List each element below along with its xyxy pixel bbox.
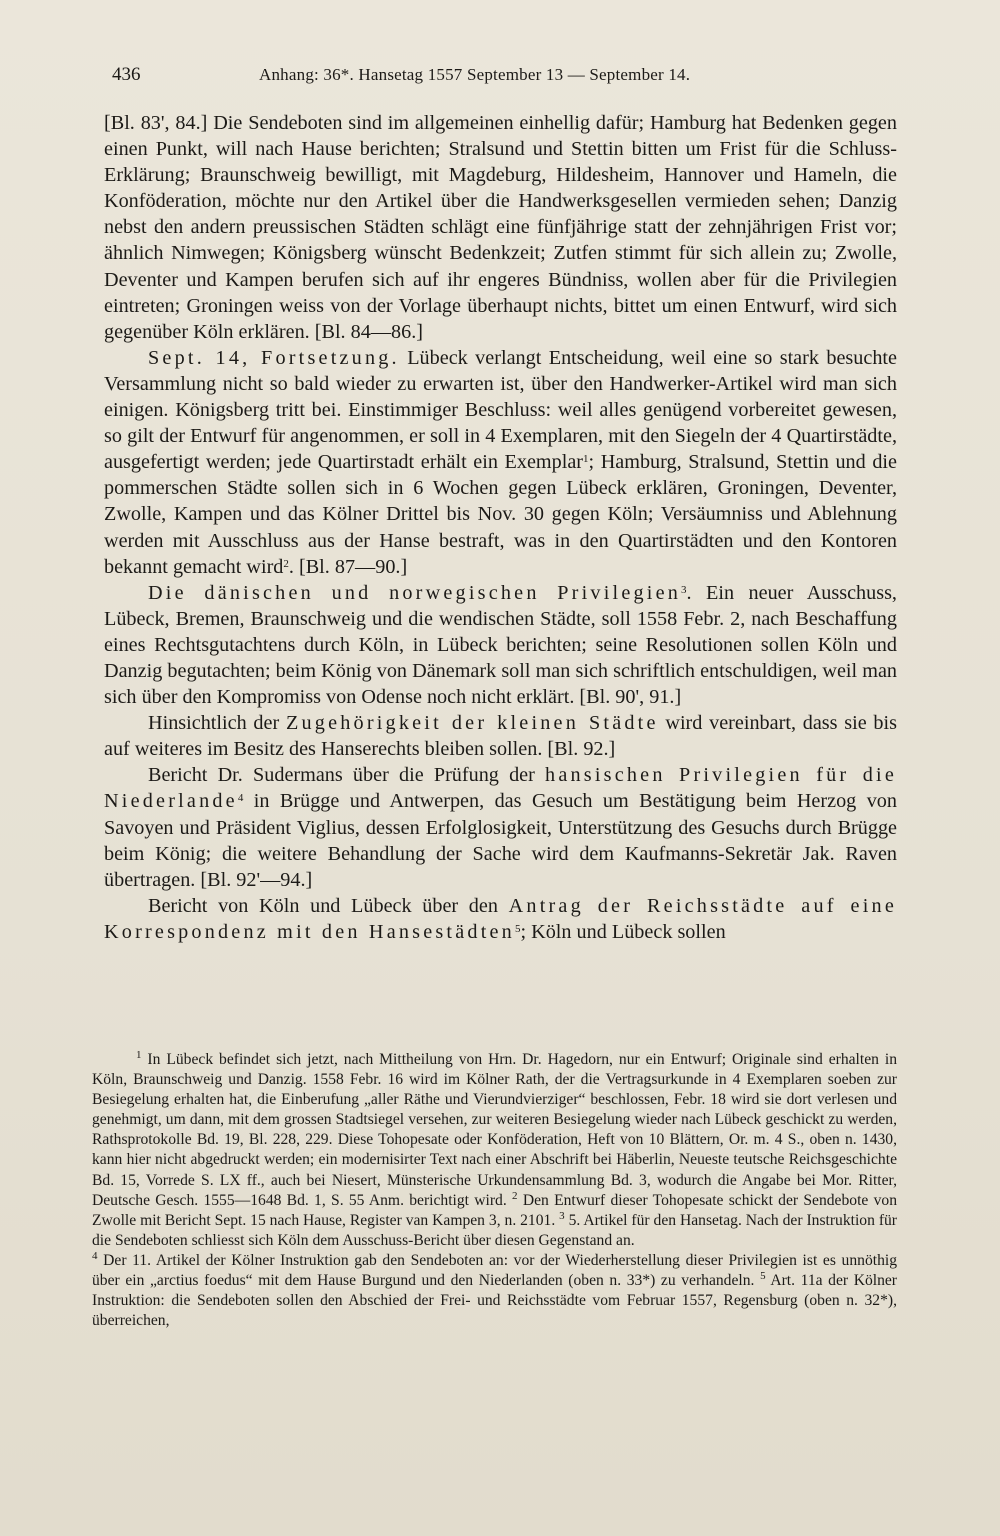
footnote-text: In Lübeck befindet sich jetzt, nach Mittheilung von Hrn. Dr. Hagedorn, nur ein Entwurf; Originale sind erhalten in Köln, Braunschweig und Danzig. 1558 Febr. 16 wird im Kölner Rath, der die Vertragsurkunde in 4 Exemplaren soeben zur Besiegelung erhalten hat, die Einberufung „aller Räthe und Vierundvierziger“ beschlossen, Febr. 18 wird sie dort verlesen und genehmigt, um dann, mit dem grossen Stadtsiegel versehen, zur weiteren Besiegelung wieder nach Lübeck geschickt zu werden, Rathsprotokolle Bd. 19, Bl. 228, 229. Diese Tohopesate oder Konföderation, Heft von 10 Blättern, Or. m. 4 S., oben n. 1430, kann hier nicht abgedruckt werden; ein modernisirter Text nach einer Abschrift bei Häberlin, Neueste teutsche Reichsgeschichte Bd. 15, Vorrede S. LX ff., auch bei Niesert, Münsterische Urkundensammlung Bd. 3, wodurch die Angabe bei Mor. Ritter, Deutsche Gesch. 1555—1648 Bd. 1, S. 55 Anm. berichtigt wird.: [92, 1051, 897, 1209]
paragraph-text: . Ein neuer Ausschuss, Lübeck, Bremen, Braunschweig und die wendischen Städte, soll 1558 Febr. 2, nach Beschaffung eines Rechtsgutachtens durch Köln, in Lübeck berichten; seine Resolutionen sollen Köln und Danzig begutachten; beim König von Dänemark soll man sich schriftlich entschuldigen, weil man sich über den Kompromiss von Odense noch nicht erklärt. [Bl. 90', 91.]: [104, 581, 897, 709]
paragraph-text: wird vereinbart, dass sie bis auf weiteres im Besitz des Hanserechts bleiben sollen. [Bl. 92.]: [104, 712, 897, 761]
paragraph-text: Hinsichtlich der: [148, 712, 286, 735]
paragraph: [104, 345, 897, 580]
paragraph-text: Bericht von Köln und Lübeck über den: [148, 894, 509, 917]
footnote-text: 5. Artikel für den Hansetag. Nach der Instruktion für die Sendeboten schliesst sich Köln dem Ausschuss-Bericht über diesen Gegenstand an.: [92, 1211, 897, 1249]
footnote-mark: 4: [92, 1249, 98, 1262]
spaced-heading: Sept. 14, Fortsetzung.: [148, 346, 400, 369]
paragraph: [104, 762, 897, 892]
paragraph-text: . [Bl. 87—90.]: [288, 555, 408, 578]
footnote-ref: 1: [583, 453, 589, 466]
footnote-mark: 5: [760, 1270, 766, 1283]
paragraph-text: Lübeck verlangt Entscheidung, weil eine so stark besuchte Versammlung nicht so bald wieder zu erwarten ist, über den Handwerker-Artikel wird man sich einigen. Königsberg tritt bei. Einstimmiger Beschluss: weil alles genügend vorbereitet gewesen, so gilt der Entwurf für angenommen, er soll in 4 Exemplaren, mit den Siegeln der 4 Quartirstädte, ausgefertigt werden; jede Quartirstadt erhält ein Exemplar: [104, 346, 898, 474]
spaced-heading: Antrag der Reichsstädte auf eine Korrespondenz mit den Hansestädten: [104, 894, 897, 943]
paragraph: [104, 580, 897, 710]
paragraph: [104, 110, 897, 345]
paragraph-text: ; Köln und Lübeck sollen: [520, 920, 726, 943]
spaced-heading: Die dänischen und norwegischen Privilegien: [148, 581, 682, 604]
paragraph-text: Bericht Dr. Sudermans über die Prüfung der: [148, 764, 546, 787]
footnote-text: Art. 11a der Kölner Instruktion: die Sendeboten sollen den Abschied der Frei- und Reichsstädte vom Februar 1557, Regensburg (oben n. 32*), überreichen,: [92, 1272, 897, 1330]
running-head: Anhang: 36*. Hansetag 1557 September 13 — September 14.: [259, 65, 691, 84]
footnote-ref: 4: [237, 792, 244, 805]
footnote-mark: 1: [136, 1049, 142, 1061]
footnote-text: Den Entwurf dieser Tohopesate schickt der Sendebote von Zwolle mit Bericht Sept. 15 nach Hause, Register van Kampen 3, n. 2101.: [92, 1191, 897, 1229]
main-text: [104, 110, 897, 945]
paragraph-text: in Brügge und Antwerpen, das Gesuch um Bestätigung beim Herzog von Savoyen und Präsident Viglius, dessen Erfolglosigkeit, Unterstützung des Gesuchs durch Brügge beim König; die weitere Behandlung der Sache wird dem Kaufmanns-Sekretär Jak. Raven übertragen. [Bl. 92'—94.]: [104, 790, 897, 891]
paragraph: [104, 893, 897, 945]
page-number: 436: [112, 64, 141, 85]
spaced-heading: hansischen Privilegien für die Niederlande: [104, 764, 897, 813]
paragraph: [104, 710, 897, 762]
footnote-ref: 3: [681, 583, 687, 596]
spaced-heading: Zugehörigkeit der kleinen Städte: [285, 712, 659, 735]
footnote-ref: 2: [283, 557, 289, 570]
footnote-mark: 2: [512, 1189, 518, 1202]
footnote: [92, 1050, 897, 1251]
paragraph-text: [Bl. 83', 84.] Die Sendeboten sind im allgemeinen einhellig dafür; Hamburg hat Bedenken gegen einen Punkt, will nach Hause berichten; Stralsund und Stettin bitten um Frist für die Schluss-Erklärung; Braunschweig bewilligt, mit Magdeburg, Hildesheim, Hannover und Hameln, die Konföderation, möchte nur den Artikel über die Handwerksgesellen vermieden sehen; Danzig nebst den andern preussischen Städten schlägt eine fünfjährige statt der zehnjährigen Frist vor; ähnlich Nimwegen; Königsberg wünscht Bedenkzeit; Zutfen stimmt für sich allein zu; Zwolle, Deventer und Kampen berufen sich auf ihr engeres Bündniss, wollen aber für die Privilegien eintreten; Groningen weiss von der Vorlage überhaupt nichts, bittet um einen Entwurf, wird sich gegenüber Köln erklären. [Bl. 84—86.]: [104, 112, 897, 343]
footnote-text: Der 11. Artikel der Kölner Instruktion gab den Sendeboten an: vor der Wiederherstellung dieser Privilegien ist es unnöthig über ein „arctius foedus“ mit dem Hause Burgund und den Niederlanden (oben n. 33*) zu verhandeln.: [92, 1251, 897, 1290]
paragraph-text: ; Hamburg, Stralsund, Stettin und die pommerschen Städte sollen sich in 6 Wochen gegen Lübeck erklären, Groningen, Deventer, Zwolle, Kampen und das Kölner Drittel bis Nov. 30 gegen Köln; Versäumniss und Ablehnung werden mit Ausschluss aus der Hanse bestraft, was in den Quartirstädten und den Kontoren bekannt gemacht wird: [104, 451, 897, 578]
footnote-ref: 5: [514, 922, 521, 935]
footnotes: [92, 1050, 897, 1331]
footnote: [92, 1251, 897, 1331]
footnote-mark: 3: [559, 1209, 565, 1222]
